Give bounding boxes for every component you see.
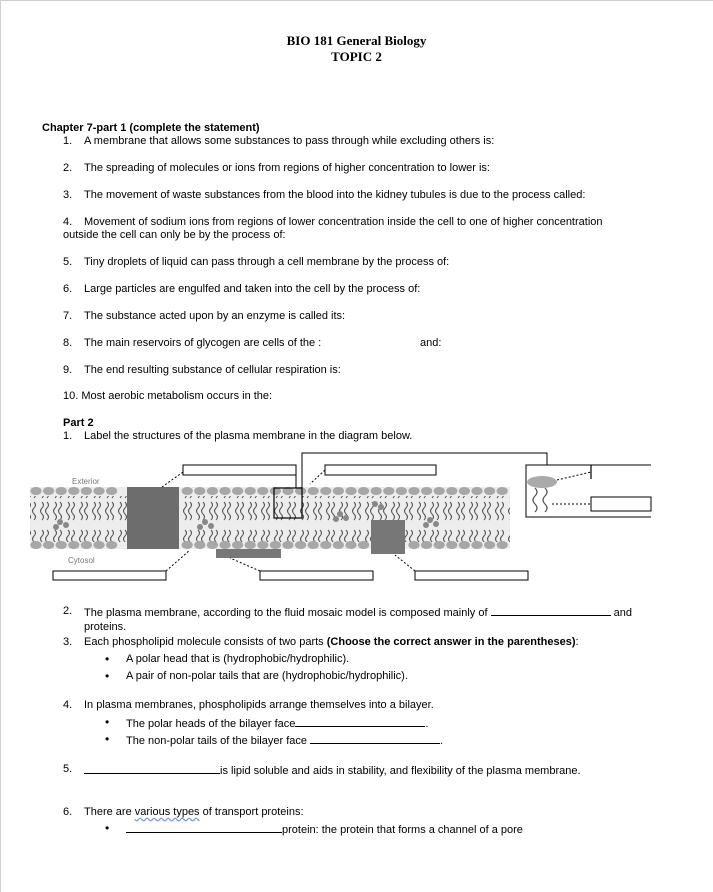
label-box-inset-bottom — [591, 497, 651, 511]
phospholipid-head — [30, 541, 41, 549]
phospholipid-head — [383, 487, 394, 495]
phospholipid-head — [345, 487, 356, 495]
p1-q2-number: 2. — [63, 162, 73, 174]
phospholipid-head — [43, 541, 54, 549]
phospholipid-head — [371, 487, 382, 495]
partial-integral-protein — [371, 520, 405, 554]
phospholipid-head — [308, 487, 319, 495]
phospholipid-head — [257, 487, 268, 495]
p2-q4-text: In plasma membranes, phospholipids arrange themselves into a bilayer. — [84, 699, 434, 711]
bullet: • — [105, 732, 110, 746]
p2-q6-number: 6. — [63, 806, 73, 818]
p2-q4-bullet2 — [126, 733, 443, 748]
p2-q3-bold: (Choose the correct answer in the parentheses) — [326, 636, 576, 648]
p2-q2-and: and — [613, 607, 633, 619]
phospholipid-head — [257, 541, 268, 549]
p2-q1-number: 1. — [63, 430, 73, 442]
phospholipid-head — [182, 487, 193, 495]
phospholipid-head — [497, 487, 508, 495]
p1-q3-number: 3. — [63, 189, 73, 201]
p1-q10-text: 10. Most aerobic metabolism occurs in the: — [63, 390, 273, 402]
phospholipid-head — [207, 541, 218, 549]
p1-q8-number: 8. — [63, 337, 73, 349]
p2-q3-number: 3. — [63, 636, 73, 648]
p1-q9-number: 9. — [63, 364, 73, 376]
phospholipid-head — [68, 541, 79, 549]
phospholipid-head — [408, 487, 419, 495]
phospholipid-head — [497, 541, 508, 549]
phospholipid-head — [421, 541, 432, 549]
p1-q6-text: Large particles are engulfed and taken into the cell by the process of: — [84, 283, 421, 295]
phospholipid-head — [396, 487, 407, 495]
p2-q4-bullet2-text: The non-polar tails of the bilayer face — [126, 735, 307, 747]
phospholipid-head — [232, 541, 243, 549]
phospholipid-head — [245, 541, 256, 549]
label-box-bottom-right — [415, 571, 528, 580]
p2-q4-bullet1-blank[interactable] — [295, 716, 425, 727]
label-box-top-middle — [325, 465, 436, 475]
phospholipid-head — [484, 487, 495, 495]
phospholipid-head — [194, 541, 205, 549]
plasma-membrane-diagram — [0, 440, 713, 590]
phospholipid-head — [207, 487, 218, 495]
inset-phospholipid-head — [527, 476, 557, 488]
p2-q4-bullet1-text: The polar heads of the bilayer face — [126, 718, 296, 730]
phospholipid-head — [434, 541, 445, 549]
p2-q6-bullet1 — [126, 822, 523, 837]
exterior-label: Exterior — [72, 477, 100, 486]
phospholipid-head — [446, 541, 457, 549]
part1-heading: Chapter 7-part 1 (complete the statement) — [42, 122, 260, 134]
p2-q4-bullet2-end: . — [440, 735, 444, 747]
phospholipid-head — [81, 541, 92, 549]
p2-q3-colon: : — [575, 636, 579, 648]
phospholipid-head — [232, 487, 243, 495]
p2-q3-bullet2: A pair of non-polar tails that are (hydrophobic/hydrophilic). — [126, 670, 408, 682]
integral-protein — [127, 487, 179, 549]
phospholipid-head — [333, 487, 344, 495]
phospholipid-head — [484, 541, 495, 549]
phospholipid-head — [219, 487, 230, 495]
label-box-top-left — [183, 465, 296, 475]
phospholipid-head — [434, 487, 445, 495]
p2-q5-text — [84, 763, 581, 778]
p2-q5-number: 5. — [63, 763, 73, 775]
phospholipid-head — [106, 541, 117, 549]
part2-heading: Part 2 — [63, 417, 94, 429]
phospholipid-head — [333, 541, 344, 549]
p1-q6-number: 6. — [63, 283, 73, 295]
phospholipid-head — [471, 487, 482, 495]
p2-q6-bullet1-blank[interactable] — [126, 822, 282, 833]
p2-q4-number: 4. — [63, 699, 73, 711]
p2-q6-text-a: There are — [84, 806, 135, 818]
phospholipid-head — [270, 541, 281, 549]
p2-q5-text-body: is lipid soluble and aids in stability, and flexibility of the plasma membrane. — [220, 765, 581, 777]
p1-q4-text-line2: outside the cell can only be by the process of: — [63, 229, 286, 241]
p2-q6-spellcheck-word: various types — [134, 806, 200, 818]
p2-q3-text-a: Each phospholipid molecule consists of two parts — [84, 636, 324, 648]
topic-title: TOPIC 2 — [331, 49, 382, 64]
phospholipid-head — [358, 487, 369, 495]
p1-q5-text: Tiny droplets of liquid can pass through a cell membrane by the process of: — [84, 256, 450, 268]
p2-q4-bullet1-end: . — [425, 718, 429, 730]
p2-q6-bullet1-text: protein: the protein that forms a channel of a pore — [282, 824, 523, 836]
phospholipid-head — [446, 487, 457, 495]
p1-q7-number: 7. — [63, 310, 73, 322]
phospholipid-head — [408, 541, 419, 549]
p2-q2-text — [84, 605, 632, 620]
p2-q4-bullet2-blank[interactable] — [310, 733, 440, 744]
bullet: • — [105, 652, 110, 666]
label-box-bottom-middle — [260, 571, 373, 580]
p1-q8-and: and: — [420, 337, 442, 349]
peripheral-protein — [216, 549, 281, 558]
p2-q3-text — [84, 636, 579, 649]
p2-q6-text — [84, 806, 304, 819]
phospholipid-head — [421, 487, 432, 495]
p1-q7-text: The substance acted upon by an enzyme is called its: — [84, 310, 346, 322]
p1-q3-text: The movement of waste substances from the blood into the kidney tubules is due to the process called: — [84, 189, 586, 201]
phospholipid-head — [320, 541, 331, 549]
p2-q5-blank[interactable] — [84, 763, 220, 774]
phospholipid-head — [282, 541, 293, 549]
p1-q2-text: The spreading of molecules or ions from regions of higher concentration to lower is: — [84, 162, 490, 174]
phospholipid-head — [93, 487, 104, 495]
label-box-bottom-left — [53, 571, 166, 580]
phospholipid-head — [106, 487, 117, 495]
p1-q4-number: 4. — [63, 216, 73, 228]
p1-q1-number: 1. — [63, 135, 73, 147]
phospholipid-head — [245, 487, 256, 495]
phospholipid-head — [308, 541, 319, 549]
bullet: • — [105, 715, 110, 729]
phospholipid-head — [358, 541, 369, 549]
p2-q4-bullet1 — [126, 716, 428, 731]
p1-q5-number: 5. — [63, 256, 73, 268]
phospholipid-head — [93, 541, 104, 549]
phospholipid-head — [295, 541, 306, 549]
p1-q1-text: A membrane that allows some substances to pass through while excluding others is: — [84, 135, 495, 147]
phospholipid-head — [194, 487, 205, 495]
p1-q4-text-line1: Movement of sodium ions from regions of lower concentration inside the cell to one of higher concentration — [84, 216, 603, 228]
p2-q3-bullet1: A polar head that is (hydrophobic/hydrophilic). — [126, 653, 350, 665]
phospholipid-head — [56, 487, 67, 495]
phospholipid-head — [471, 541, 482, 549]
p2-q2-blank[interactable] — [491, 605, 611, 616]
cytosol-label: Cytosol — [68, 556, 95, 565]
phospholipid-head — [320, 487, 331, 495]
p1-q9-text: The end resulting substance of cellular respiration is: — [84, 364, 341, 376]
p1-q8-text: The main reservoirs of glycogen are cells of the : — [84, 337, 322, 349]
p2-q1-text: Label the structures of the plasma membrane in the diagram below. — [84, 430, 413, 442]
phospholipid-tails — [30, 496, 510, 542]
p2-q2-text-b: proteins. — [84, 621, 127, 633]
phospholipid-head — [459, 541, 470, 549]
phospholipid-head — [81, 487, 92, 495]
bullet: • — [105, 821, 110, 835]
p2-q2-text-a: The plasma membrane, according to the fluid mosaic model is composed mainly of — [84, 607, 488, 619]
p2-q6-text-b: of transport proteins: — [199, 806, 304, 818]
course-title: BIO 181 General Biology — [286, 33, 427, 48]
phospholipid-head — [345, 541, 356, 549]
phospholipid-head — [68, 487, 79, 495]
phospholipid-head — [459, 487, 470, 495]
phospholipid-head — [219, 541, 230, 549]
phospholipid-head — [30, 487, 41, 495]
bullet: • — [105, 669, 110, 683]
phospholipid-head — [43, 487, 54, 495]
p2-q2-number: 2. — [63, 605, 73, 617]
page-border-top — [0, 0, 713, 1]
phospholipid-head — [182, 541, 193, 549]
phospholipid-head — [56, 541, 67, 549]
